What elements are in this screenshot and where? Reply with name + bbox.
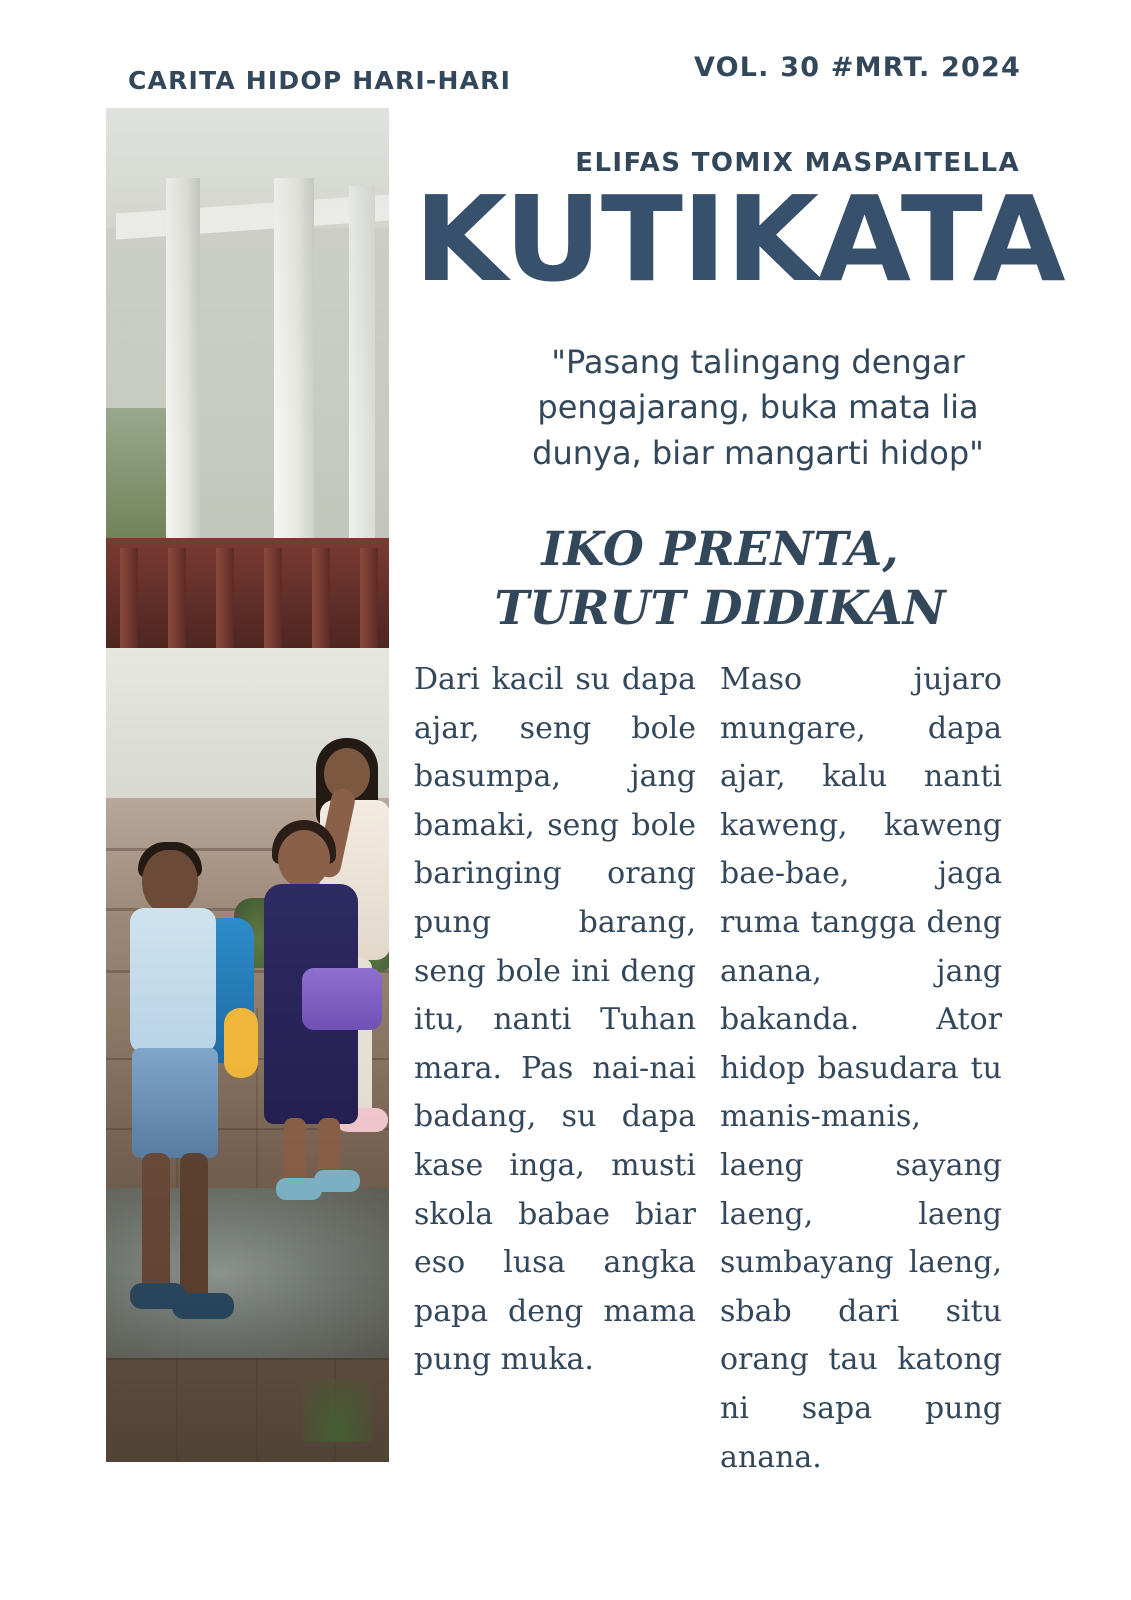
masthead-title: KUTIKATA [414,170,1065,308]
article-headline [420,520,1020,638]
photo-vignette [106,108,389,1462]
header-kicker: CARITA HIDOP HARI-HARI [128,66,512,95]
article-column-left: Dari kacil su dapa ajar, seng bole basumpa, jang bamaki, seng bole baringing orang pung barang, seng bole ini deng itu, nanti Tuhan mara. Pas nai-nai badang, su dapa kase inga, musti skola babae biar eso lusa angka papa deng mama pung muka. [414,662,696,1378]
article-headline-line-2: TURUT DIDIKAN [494,581,946,637]
article-body [414,656,1002,1476]
masthead-tagline: "Pasang talingang dengar pengajarang, buka mata lia dunya, biar mangarti hidop" [532,343,984,472]
photo-illustration [106,108,389,1462]
article-photo [106,108,389,1462]
header-issue: VOL. 30 #MRT. 2024 [694,52,1021,83]
article-column-right: Maso jujaro mungare, dapa ajar, kalu nanti kaweng, kaweng bae-bae, jaga ruma tangga deng anana, jang bakanda. Ator hidop basudara tu manis-manis, laeng sayang laeng, laeng sumbayang laeng, sbab dari situ orang tau katong ni sapa pung anana. [720,662,1002,1475]
header-row [0,52,1131,100]
author-byline: ELIFAS TOMIX MASPAITELLA [575,148,1020,178]
article-headline-line-1: IKO PRENTA, [541,522,899,577]
